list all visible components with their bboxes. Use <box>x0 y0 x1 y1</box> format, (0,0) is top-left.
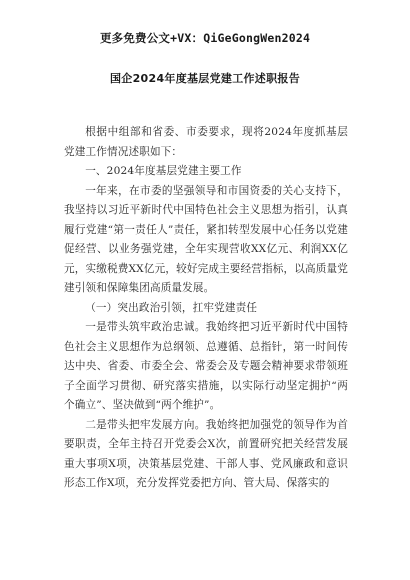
section-heading: 一、2024年度基层党建主要工作 <box>85 165 242 177</box>
body-paragraph: 一年来，在市委的坚强领导和市国资委的关心支持下，我坚持以习近平新时代中国特色社会主义思想为指引，认真履行党建“第一责任人”责任，紧扣转型发展中心任务以党建促经营、以业务强党建，全年实现营收XX亿元、利润XX亿元，实缴税费XX亿元，较好完成主要经营指标，以高质量党建引领和保障集团高质量发展。 <box>64 184 348 294</box>
watermark-text: 更多免费公文+VX：QiGeGongWen2024 <box>99 31 311 45</box>
subsection-heading: （一）突出政治引领，扛牢党建责任 <box>85 301 258 314</box>
document-title: 国企2024年度基层党建工作述职报告 <box>109 72 300 85</box>
body-paragraph: 根据中组部和省委、市委要求，现将2024年度抓基层党建工作情况述职如下： <box>64 126 348 158</box>
body-paragraph: 二是带头把牢发展方向。我始终把加强党的领导作为首要职责，全年主持召开党委会X次，前置研究把关经营发展重大事项X项，决策基层党建、干部人事、党风廉政和意识形态工作X项，充分发挥党委把方向、管大局、保落实的 <box>64 418 348 489</box>
document-body <box>64 123 348 494</box>
body-paragraph: 一是带头筑牢政治忠诚。我始终把习近平新时代中国特色社会主义思想作为总纲领、总遵循、总指针，第一时间传达中央、省委、市委全会、常委会及专题会精神要求带领班子全面学习贯彻、研究落实措施，以实际行动坚定拥护“两个确立”、坚决做到“两个维护”。 <box>64 321 348 411</box>
